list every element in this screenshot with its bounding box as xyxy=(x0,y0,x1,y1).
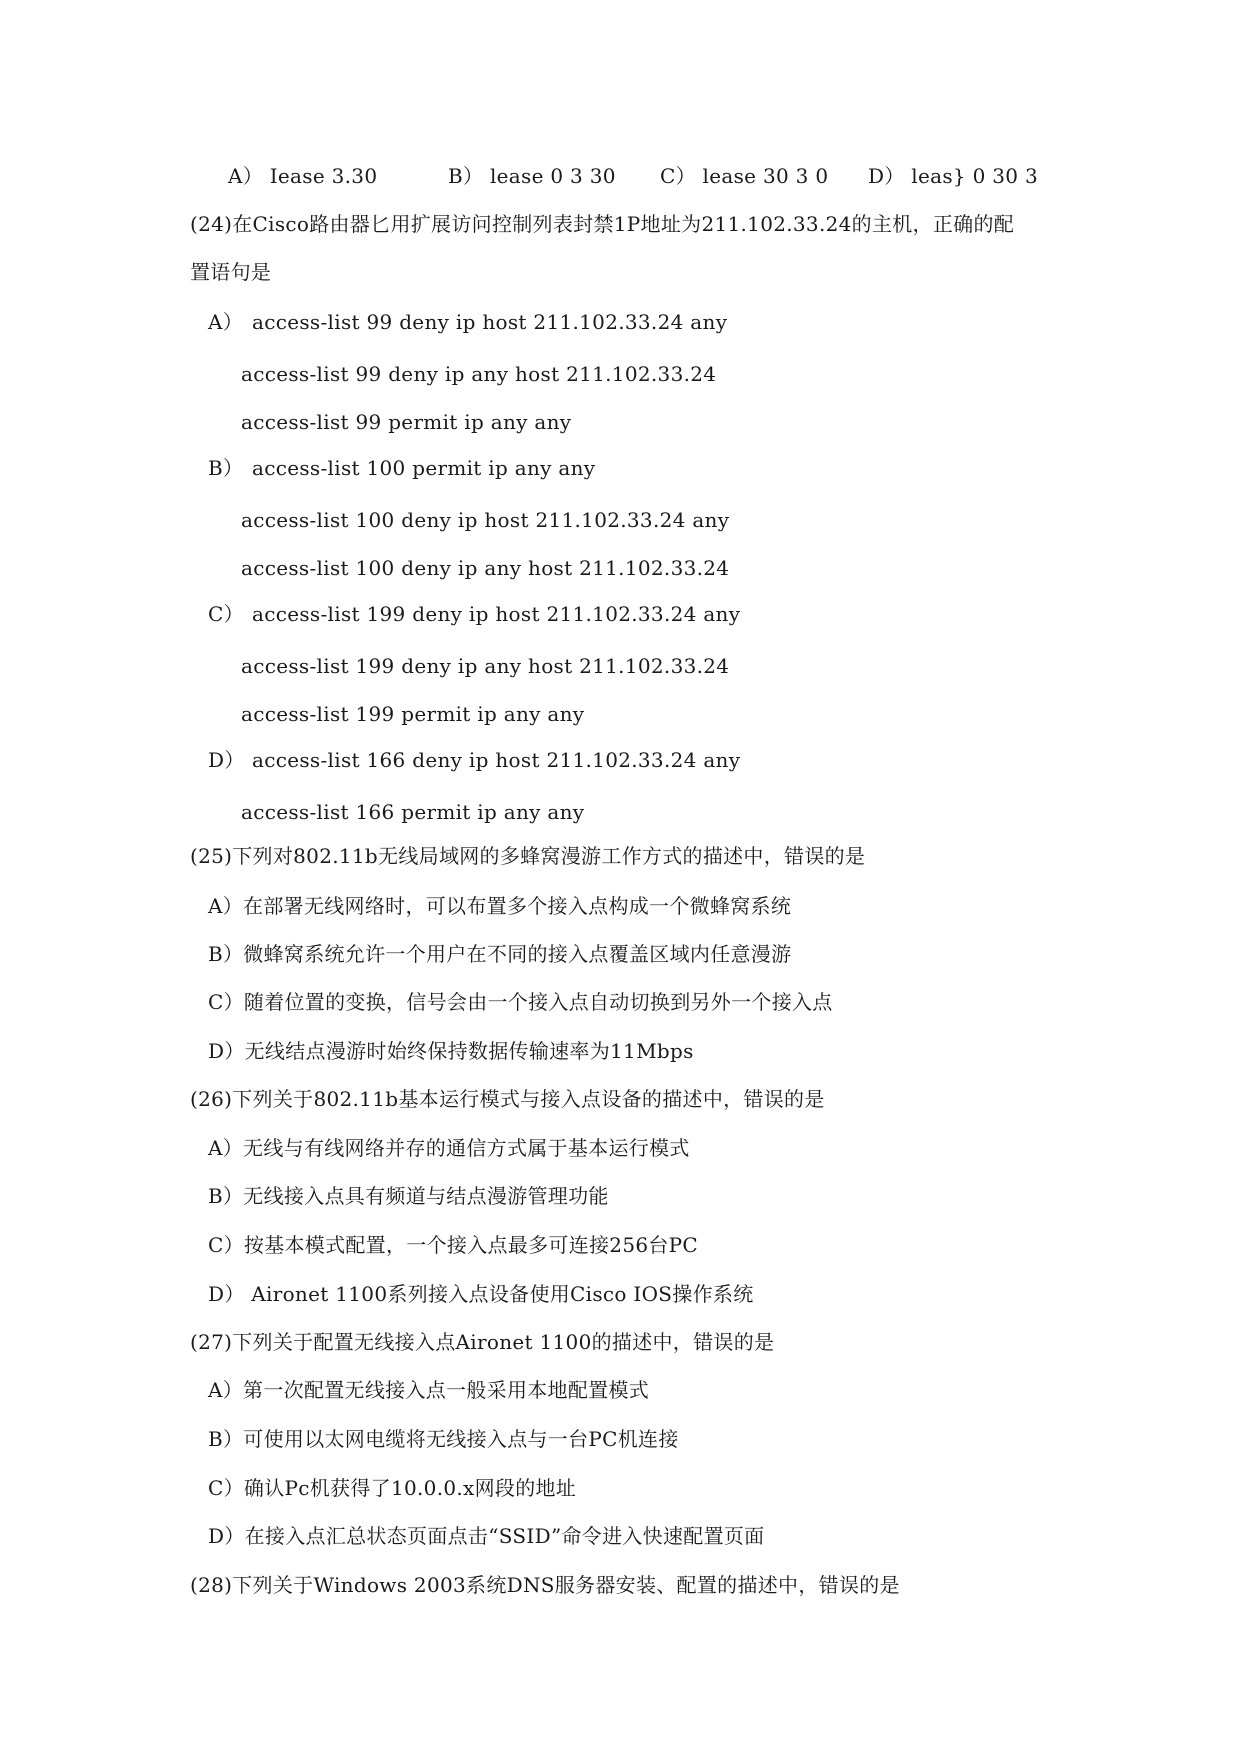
q25-option-b: B）微蜂窝系统允许一个用户在不同的接入点覆盖区域内任意漫游 xyxy=(208,942,792,966)
q25-option-a: A）在部署无线网络时，可以布置多个接入点构成一个微蜂窝系统 xyxy=(208,894,792,918)
q25-stem: (25)下列对802.11b无线局域网的多蜂窝漫游工作方式的描述中，错误的是 xyxy=(190,844,866,868)
q23-option-c: C） lease 30 3 0 xyxy=(660,164,829,188)
q26-option-a: A）无线与有线网络并存的通信方式属于基本运行模式 xyxy=(208,1136,690,1160)
q24-option-a-label: A） xyxy=(208,310,244,334)
q26-stem: (26)下列关于802.11b基本运行模式与接入点设备的描述中，错误的是 xyxy=(190,1087,825,1111)
q26-option-b: B）无线接入点具有频道与结点漫游管理功能 xyxy=(208,1184,609,1208)
q25-option-d: D）无线结点漫游时始终保持数据传输速率为11Mbps xyxy=(208,1039,694,1063)
q23-option-d: D） leas} 0 30 3 xyxy=(868,164,1039,188)
q28-stem: (28)下列关于Windows 2003系统DNS服务器安装、配置的描述中，错误的是 xyxy=(190,1573,900,1597)
q24-option-c-line3: access-list 199 permit ip any any xyxy=(241,702,585,726)
q27-option-b: B）可使用以太网电缆将无线接入点与一台PC机连接 xyxy=(208,1427,679,1451)
q24-option-a-line1: access-list 99 deny ip host 211.102.33.24 any xyxy=(252,310,728,334)
q27-option-a: A）第一次配置无线接入点一般采用本地配置模式 xyxy=(208,1378,650,1402)
q24-option-a-line2: access-list 99 deny ip any host 211.102.33.24 xyxy=(241,362,717,386)
q27-stem: (27)下列关于配置无线接入点Aironet 1100的描述中，错误的是 xyxy=(190,1330,775,1354)
q24-option-d-line2: access-list 166 permit ip any any xyxy=(241,800,585,824)
q24-option-b-line2: access-list 100 deny ip host 211.102.33.24 any xyxy=(241,508,730,532)
q24-option-d-line1: access-list 166 deny ip host 211.102.33.24 any xyxy=(252,748,741,772)
q23-option-b: B） lease 0 3 30 xyxy=(448,164,616,188)
q24-option-b-line3: access-list 100 deny ip any host 211.102.33.24 xyxy=(241,556,730,580)
q27-option-c: C）确认Pc机获得了10.0.0.x网段的地址 xyxy=(208,1476,577,1500)
q27-option-d: D）在接入点汇总状态页面点击“SSID”命令进入快速配置页面 xyxy=(208,1524,765,1548)
q25-option-c: C）随着位置的变换，信号会由一个接入点自动切换到另外一个接入点 xyxy=(208,990,833,1014)
q24-option-b-label: B） xyxy=(208,456,244,480)
q24-option-d-label: D） xyxy=(208,748,245,772)
q23-option-a: A） Iease 3.30 xyxy=(228,164,378,188)
q24-stem-line2: 置语句是 xyxy=(190,260,272,284)
q24-option-a-line3: access-list 99 permit ip any any xyxy=(241,410,572,434)
q26-option-c: C）按基本模式配置，一个接入点最多可连接256台PC xyxy=(208,1233,699,1257)
q24-option-c-line1: access-list 199 deny ip host 211.102.33.24 any xyxy=(252,602,741,626)
q24-option-c-line2: access-list 199 deny ip any host 211.102.33.24 xyxy=(241,654,730,678)
q24-option-c-label: C） xyxy=(208,602,244,626)
q24-option-b-line1: access-list 100 permit ip any any xyxy=(252,456,596,480)
q26-option-d: D） Aironet 1100系列接入点设备使用Cisco IOS操作系统 xyxy=(208,1282,754,1306)
q24-stem-line1: (24)在Cisco路由器匕用扩展访问控制列表封禁1P地址为211.102.33.24的主机，正确的配 xyxy=(190,212,1015,236)
